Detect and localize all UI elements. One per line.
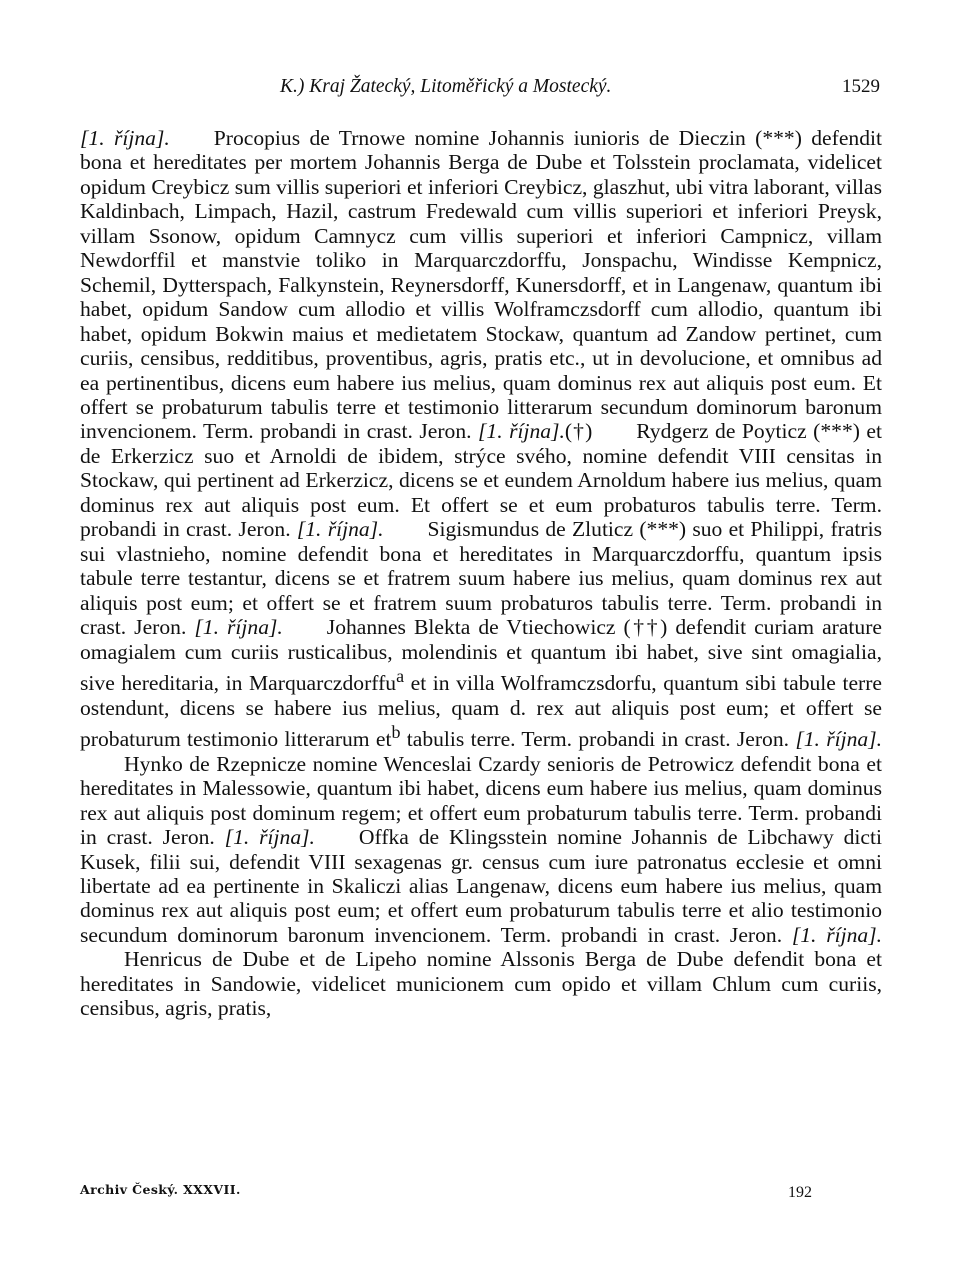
page-footer xyxy=(80,1182,880,1206)
main-paragraph xyxy=(80,126,882,1021)
dagger-mark: (†) xyxy=(564,419,593,444)
date-marker: [1. října]. xyxy=(296,517,384,542)
signature-mark: Archiv Český. XXXVII. xyxy=(80,1182,241,1197)
sheet-number: 192 xyxy=(788,1184,812,1201)
entry-procopius: Procopius de Trnowe nomine Johannis iunioris de Dieczin (***) defendit bona et hereditates per mortem Johannis Berga de Dube et Tolsstein proclamata, videlicet opidum Creybicz sum villis superiori et inferiori Creybicz, glaszhut, ubi vitra laborant, villas Kaldinbach, Limpach, Hazil, castrum Fredewald cum villis superiori et inferiori Preysk, villam Ssonow, opidum Camnycz cum villis superiori et inferiori Campnicz, villam Newdorffil et manstvie toliko in Marquarczdorffu, Jonspachu, Windisse Kempnicz, Schemil, Dytterspach, Falkynstein, Reynersdorff, Kunersdorff, et in Langenaw, quantum ibi habet, opidum Sandow cum allodio et villis Wolframczsdorff cum allodio, quantum ibi habet, opidum Bokwin maius et medietatem Stockaw, quantum ad Zandow pertinet, cum curiis, censibus, redditibus, proventibus, agris, pratis etc., ut in devolucione, et omnibus ad ea pertinentibus, dicens eum habere ius melius, quam dominus rex aut aliquis post eum. Et offert se probaturum tabulis terre et testimonio litterarum secundum dominorum baronum invencionem. Term. probandi in crast. Jeron. xyxy=(80,126,882,444)
date-marker: [1. října]. xyxy=(194,615,283,640)
entry-hynko: Hynko de Rzepnicze nomine Wenceslai Czardy senioris de Petrowicz defendit bona et hereditates in Malessowie, quantum ibi habet, dicens eum habere ius melius, quam dominus rex aut aliquis post dominum regem; et offert eum probaturum tabulis terre. Term. probandi in crast. Jeron. xyxy=(80,751,882,850)
body-text xyxy=(80,126,882,1021)
entry-sigismundus: Sigismundus de Zluticz (***) suo et Philippi, fratris sui vlastnieho, nomine defendit bona et hereditates in Marquarczdorffu, quantum ipsis tabule terre testantur, dicens se et fratrem suum habere ius melius, quam dominus rex aut aliquis post eum; et offert se et fratrem suum probaturos tabulis terre. Term. probandi in crast. Jeron. xyxy=(80,517,882,640)
page-header xyxy=(80,76,880,102)
running-title: K.) Kraj Žatecký, Litoměřický a Mostecký. xyxy=(280,76,612,97)
entry-offka: Offka de Klingsstein nomine Johannis de Libchawy dicti Kusek, filii sui, defendit VIII sexagenas gr. census cum iure patronatus ecclesie et omni libertate ad ea pertinente in Skaliczi alias Langenaw, dicens eum habere ius melius, quam dominus rex aut aliquis post eum; et offert eum probaturum tabulis terre et alio testimonio secundum dominorum baronum invencionem. Term. probandi in crast. Jeron. xyxy=(80,825,882,947)
date-marker: [1. října]. xyxy=(791,922,882,947)
date-marker: [1. října]. xyxy=(478,419,565,444)
entry-henricus: Henricus de Dube et de Lipeho nomine Alssonis Berga de Dube defendit bona et hereditates in Sandowie, videlicet municionem cum opido et villam Chlum cum curiis, censibus, agris, pratis, xyxy=(80,947,882,1021)
date-marker: [1. října]. xyxy=(80,126,170,150)
entry-rydgerz: Rydgerz de Poyticz (***) et de Erkerzicz suo et Arnoldi de ibidem, strýce svého, nomine defendit VIII censitas in Stockaw, qui pertinent ad Erkerzicz, dicens se et eundem Arnoldum habere ius melius, quam dominus rex aut aliquis post eum. Et offert se et eum probaturos tabulis terre. Term. probandi in crast. Jeron. xyxy=(80,419,883,542)
footnote-mark-a: a xyxy=(396,665,405,686)
date-marker: [1. října]. xyxy=(795,727,883,752)
footnote-mark-b: b xyxy=(391,722,401,743)
date-marker: [1. října]. xyxy=(224,825,315,850)
page-number: 1529 xyxy=(842,76,880,97)
entry-johannes-blekta-cont: et in villa Wolframczsdorfu, quantum sibi tabule terre ostendunt, dicens se habere ius melius, quam d. rex aut aliquis post eum; et offert se probaturum testimonio litterarum et xyxy=(80,671,882,752)
entry-johannes-blekta: Johannes Blekta de Vtiechowicz (††) defendit curiam arature omagialem cum curiis rusticalibus, molendinis et quantum ibi habet, sive sint omagialia, sive hereditaria, in Marquarczdorffu xyxy=(80,615,882,696)
entry-johannes-blekta-end: tabulis terre. Term. probandi in crast. Jeron. xyxy=(406,727,790,752)
